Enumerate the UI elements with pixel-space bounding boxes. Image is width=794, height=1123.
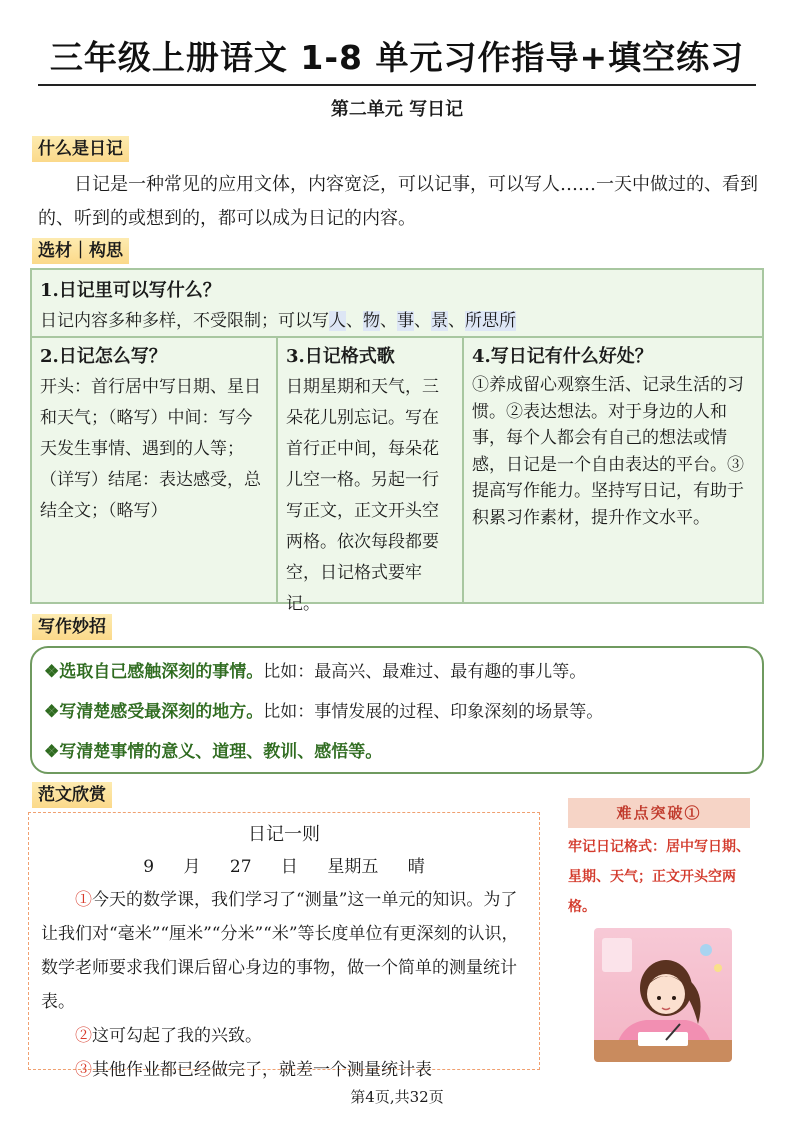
q4-title: 4.写日记有什么好处？ <box>472 346 653 367</box>
diamond-icon: ❖ <box>44 702 60 722</box>
tip-item <box>44 732 750 772</box>
tip-item <box>44 652 750 692</box>
q2-cell <box>32 338 278 602</box>
girl-writing-illustration <box>594 928 732 1062</box>
q2-title: 2.日记怎么写？ <box>40 346 167 367</box>
q4-text: ①养成留心观察生活、记录生活的习惯。②表达想法。对于身边的人和事，每个人都会有自己的想法或情感，日记是一个自由表达的平台。③提高写作能力。坚持写日记，有助于积累习作素材，提升作文水平。 <box>472 375 744 528</box>
q1-text-prefix: 日记内容多种多样，不受限制；可以写 <box>40 311 329 331</box>
page-title: 三年级上册语文 1-8 单元习作指导+填空练习 <box>49 38 745 77</box>
essay-paragraph-3 <box>41 1053 527 1087</box>
tip-bold: 选取自己感触深刻的事情。 <box>59 662 264 682</box>
tips-box <box>30 646 764 774</box>
tip-rest: 比如：最高兴、最难过、最有趣的事儿等。 <box>263 662 587 682</box>
q1-item: 物 <box>363 311 380 331</box>
unit-subtitle: 第二单元 写日记 <box>330 99 464 120</box>
paragraph-text: 其他作业都已经做完了，就差一个测量统计表 <box>92 1060 432 1080</box>
essay-weather: 晴 <box>407 857 425 877</box>
q1-item: 人 <box>329 311 346 331</box>
section-label-what-is: 什么是日记 <box>32 136 129 162</box>
paragraph-text: 今天的数学课，我们学习了“测量”这一单元的知识。为了让我们对“毫米”“厘米”“分米”“米”等长度单位有更深刻的认识，数学老师要求我们课后留心身边的事物，做一个简单的测量统计表。 <box>41 890 519 1012</box>
q1-text: 日记内容多种多样，不受限制；可以写人、物、事、景、所思所 <box>40 311 516 331</box>
what-is-paragraph: 日记是一种常见的应用文体，内容宽泛，可以记事，可以写人……一天中做过的、看到的、听到的或想到的，都可以成为日记的内容。 <box>38 174 758 229</box>
q1-item: 事 <box>397 311 414 331</box>
tip-bold: 写清楚事情的意义、道理、教训、感悟等。 <box>59 742 383 762</box>
sample-essay-box <box>28 812 540 1080</box>
q3-text: 日期星期和天气，三朵花儿别忘记。写在首行正中间，每朵花儿空一格。另起一行写正文，正文开头空两格。依次每段都要空，日记格式要牢记。 <box>286 377 439 614</box>
material-table <box>30 268 764 614</box>
essay-paragraph-2 <box>41 1019 527 1053</box>
tip-rest: 比如：事情发展的过程、印象深刻的场景等。 <box>263 702 604 722</box>
difficulty-heading: 难点突破① <box>568 798 750 828</box>
tip-bold: 写清楚感受最深刻的地方。 <box>59 702 264 722</box>
difficulty-text: 牢记日记格式：居中写日期、星期、天气；正文开头空两格。 <box>568 839 750 915</box>
diamond-icon: ❖ <box>44 742 60 762</box>
section-label-sample: 范文欣赏 <box>32 782 112 808</box>
title-divider <box>38 84 756 86</box>
essay-weekday: 星期五 <box>327 857 379 877</box>
q3-cell <box>278 338 464 614</box>
essay-date-line <box>41 851 527 883</box>
paragraph-number: ① <box>75 890 92 910</box>
paragraph-text: 这可勾起了我的兴致。 <box>92 1026 262 1046</box>
q1-cell <box>32 270 762 338</box>
q3-title: 3.日记格式歌 <box>286 346 395 367</box>
essay-paragraph-1 <box>41 883 527 1019</box>
essay-title: 日记一则 <box>248 824 320 845</box>
section-label-material: 选材｜构思 <box>32 238 129 264</box>
q1-item: 所思所 <box>465 311 516 331</box>
essay-date: 9 月 27 日 <box>143 857 298 877</box>
q1-item: 景 <box>431 311 448 331</box>
section-label-tips: 写作妙招 <box>32 614 112 640</box>
page-footer: 第4页,共32页 <box>350 1088 444 1106</box>
paragraph-number: ③ <box>75 1060 92 1080</box>
paragraph-number: ② <box>75 1026 92 1046</box>
q1-title: 1.日记里可以写什么？ <box>40 280 221 301</box>
tip-item <box>44 692 750 732</box>
q4-cell <box>464 338 762 602</box>
diamond-icon: ❖ <box>44 662 60 682</box>
q2-text: 开头：首行居中写日期、星日和天气；（略写）中间：写今天发生事情、遇到的人等；（详写）结尾：表达感受，总结全文；（略写） <box>40 377 261 521</box>
